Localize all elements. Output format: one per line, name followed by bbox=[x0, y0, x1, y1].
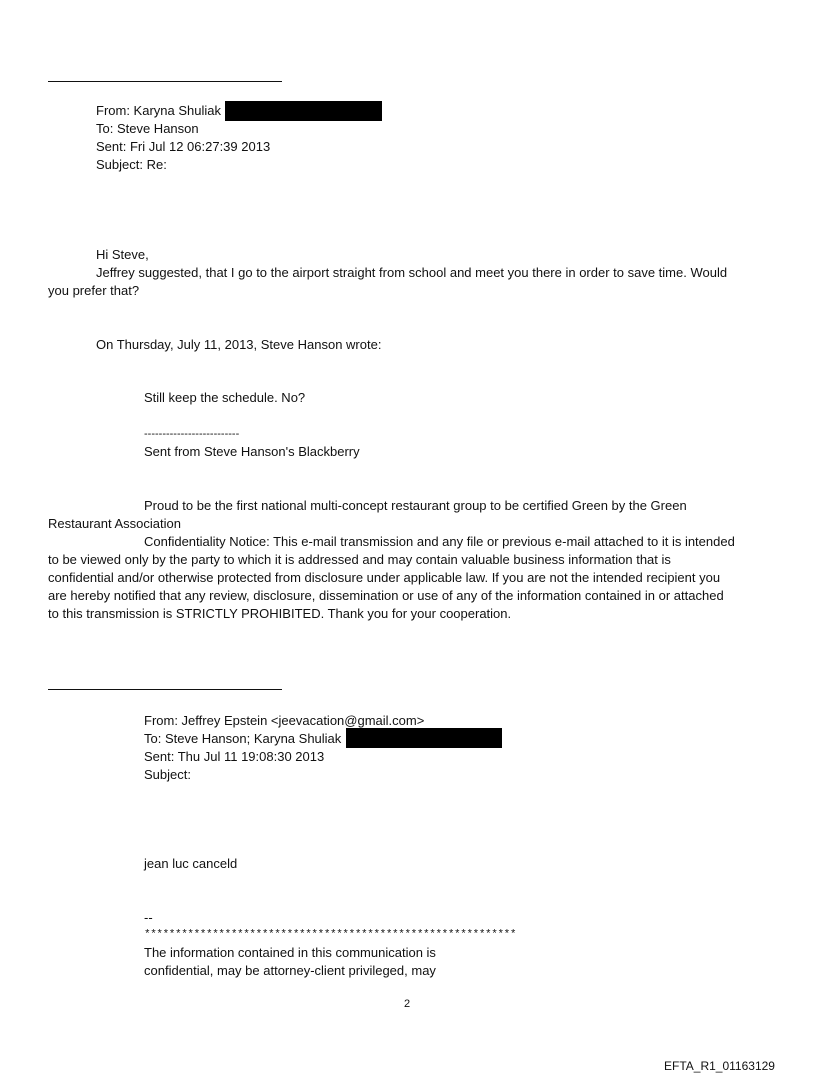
confidentiality-line: to be viewed only by the party to which it is addressed and may contain valuable business information that is bbox=[48, 552, 671, 567]
email2-info-line: confidential, may be attorney-client privileged, may bbox=[144, 963, 436, 978]
email2-subject: Subject: bbox=[144, 767, 191, 782]
document-id: EFTA_R1_01163129 bbox=[664, 1059, 775, 1073]
green-statement-line: Restaurant Association bbox=[48, 516, 181, 531]
email1-to: To: Steve Hanson bbox=[96, 121, 199, 136]
email1-body-line: Jeffrey suggested, that I go to the airport straight from school and meet you there in order to save time. Would bbox=[96, 265, 728, 280]
signature-divider: -------------------------- bbox=[144, 428, 240, 440]
email2-info-line: The information contained in this communication is bbox=[144, 945, 436, 960]
quote-header: On Thursday, July 11, 2013, Steve Hanson wrote: bbox=[96, 337, 382, 352]
quoted-text: Still keep the schedule. No? bbox=[144, 390, 306, 405]
confidentiality-line: are hereby notified that any review, disclosure, dissemination or use of any of the information contained in or attached bbox=[48, 588, 724, 603]
green-statement-line: Proud to be the first national multi-concept restaurant group to be certified Green by the Green bbox=[144, 498, 687, 513]
email1-sent: Sent: Fri Jul 12 06:27:39 2013 bbox=[96, 139, 271, 154]
email2-sent: Sent: Thu Jul 11 19:08:30 2013 bbox=[144, 749, 325, 764]
redaction-block bbox=[346, 728, 502, 748]
email2-body: jean luc canceld bbox=[144, 856, 238, 871]
separator-rule bbox=[48, 689, 282, 690]
email1-subject: Subject: Re: bbox=[96, 157, 167, 172]
separator-rule bbox=[48, 81, 282, 82]
signature: Sent from Steve Hanson's Blackberry bbox=[144, 444, 360, 459]
email1-from: From: Karyna Shuliak bbox=[96, 103, 221, 118]
email2-to: To: Steve Hanson; Karyna Shuliak bbox=[144, 731, 342, 746]
confidentiality-line: to this transmission is STRICTLY PROHIBITED. Thank you for your cooperation. bbox=[48, 606, 512, 621]
page-number: 2 bbox=[404, 998, 411, 1010]
confidentiality-line: confidential and/or otherwise protected from disclosure under applicable law. If you are not the intended recipient you bbox=[48, 570, 721, 585]
email2-dashes: -- bbox=[144, 910, 153, 925]
redaction-block bbox=[225, 101, 382, 121]
email2-from: From: Jeffrey Epstein <jeevacation@gmail.com> bbox=[144, 713, 425, 728]
email1-body-line: you prefer that? bbox=[48, 283, 140, 298]
email1-greeting: Hi Steve, bbox=[96, 247, 149, 262]
confidentiality-line: Confidentiality Notice: This e-mail transmission and any file or previous e-mail attached to it is intended bbox=[144, 534, 735, 549]
email2-stars: ************************************************************ bbox=[144, 929, 517, 941]
